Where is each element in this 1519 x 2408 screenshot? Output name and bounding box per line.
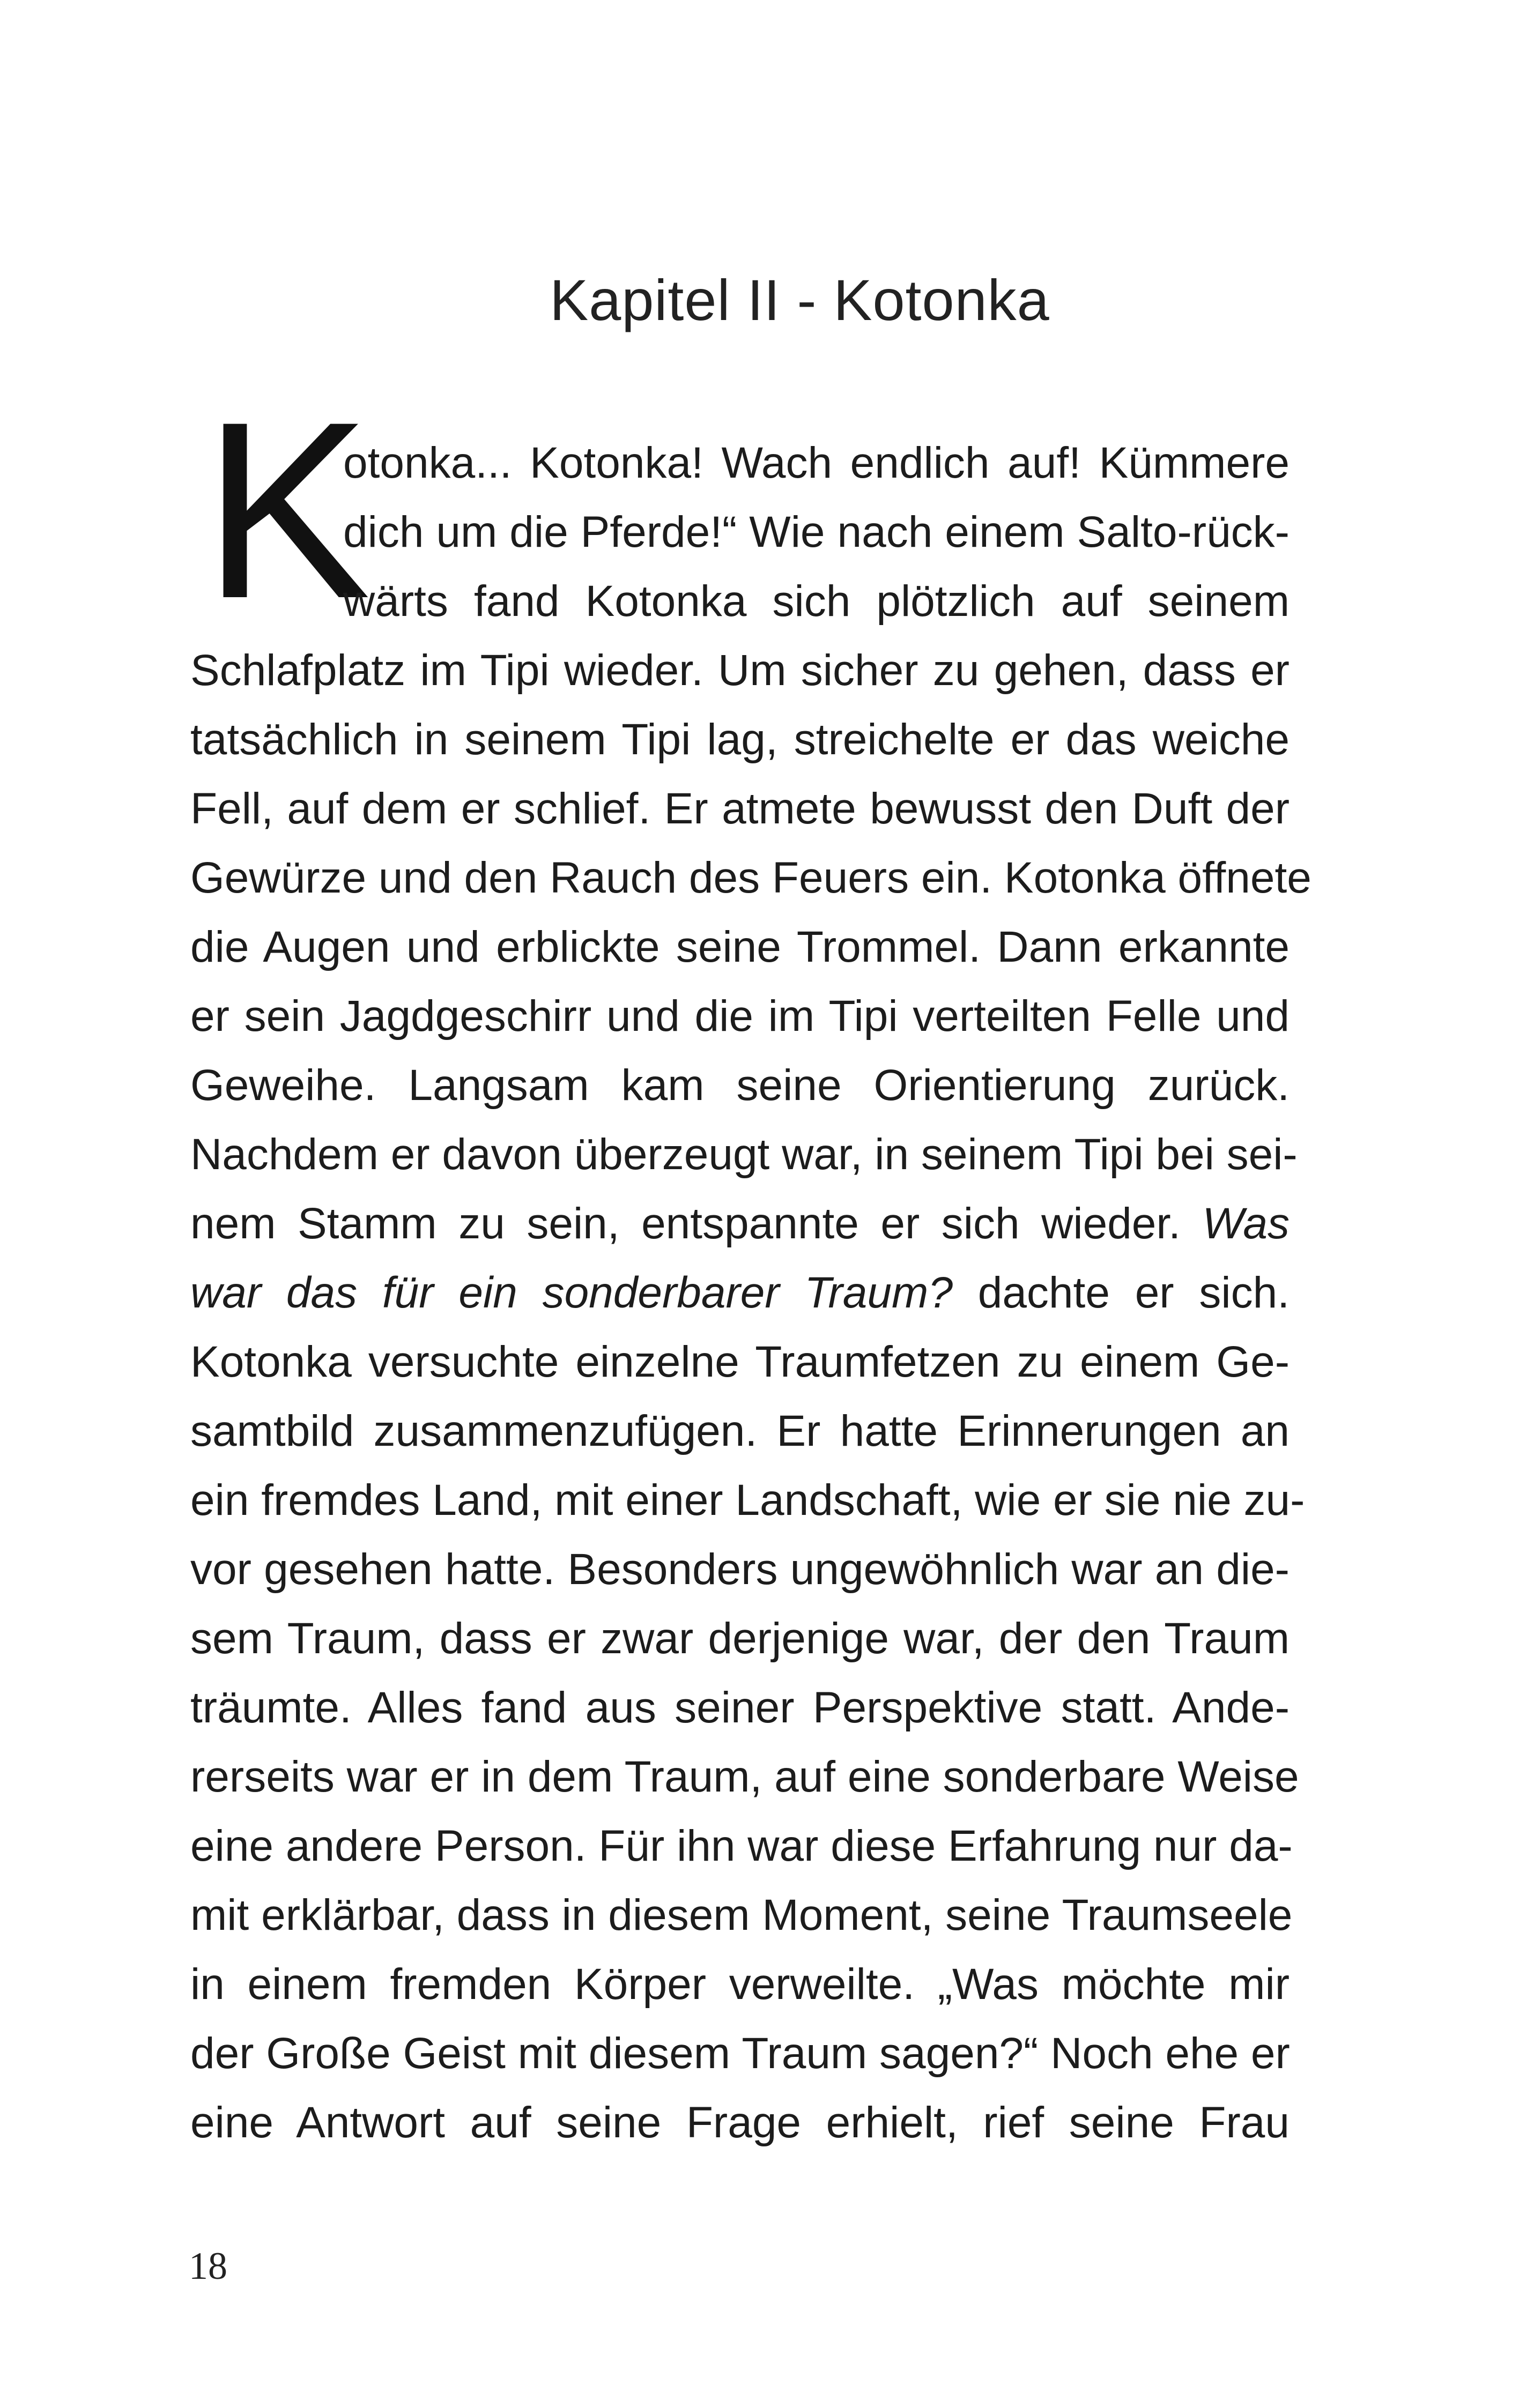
text-line: eine andere Person. Für ihn war diese Erfahrung nur da- (190, 1822, 1293, 1870)
drop-cap-letter: K (203, 369, 371, 651)
page-number: 18 (189, 2245, 227, 2287)
text-line: eine Antwort auf seine Frage erhielt, rief seine Frau (190, 2098, 1290, 2147)
text-line: der Große Geist mit diesem Traum sagen?“ Noch ehe er (190, 2029, 1290, 2078)
text-segment: nem Stamm zu sein, entspannte er sich wieder. (190, 1199, 1181, 1248)
text-line: träumte. Alles fand aus seiner Perspektive statt. Ande- (190, 1683, 1290, 1732)
text-line: Geweihe. Langsam kam seine Orientierung zurück. (190, 1061, 1290, 1110)
text-line (190, 1266, 1290, 1320)
text-line: Schlafplatz im Tipi wieder. Um sicher zu gehen, dass er (190, 646, 1290, 695)
text-line: in einem fremden Körper verweilte. „Was möchte mir (190, 1960, 1290, 2009)
text-line: Kotonka versuchte einzelne Traumfetzen zu einem Ge- (190, 1337, 1290, 1386)
text-line: ein fremdes Land, mit einer Landschaft, wie er sie nie zu- (190, 1476, 1305, 1525)
text-line: wärts fand Kotonka sich plötzlich auf seinem (343, 577, 1290, 626)
text-line: die Augen und erblickte seine Trommel. Dann erkannte (190, 923, 1290, 971)
text-line: Fell, auf dem er schlief. Er atmete bewusst den Duft der (190, 784, 1290, 833)
text-line: samtbild zusammenzufügen. Er hatte Erinnerungen an (190, 1407, 1290, 1455)
text-line: er sein Jagdgeschirr und die im Tipi verteilten Felle und (190, 992, 1290, 1041)
text-segment: dachte er sich. (977, 1268, 1290, 1317)
text-line: dich um die Pferde!“ Wie nach einem Salto-rück- (343, 508, 1290, 556)
text-line: vor gesehen hatte. Besonders ungewöhnlich war an die- (190, 1545, 1290, 1594)
text-line: Nachdem er davon überzeugt war, in seinem Tipi bei sei- (190, 1130, 1298, 1179)
italic-text: war das für ein sonderbarer Traum? (190, 1268, 953, 1317)
text-line (190, 1197, 1290, 1251)
text-line: rerseits war er in dem Traum, auf eine sonderbare Weise (190, 1752, 1299, 1801)
italic-text: Was (1202, 1199, 1290, 1248)
text-line: tatsächlich in seinem Tipi lag, streichelte er das weiche (190, 715, 1290, 764)
text-line: otonka... Kotonka! Wach endlich auf! Kümmere (343, 439, 1290, 487)
text-line: sem Traum, dass er zwar derjenige war, der den Traum (190, 1614, 1290, 1663)
text-line: Gewürze und den Rauch des Feuers ein. Kotonka öffnete (190, 853, 1311, 902)
text-line: mit erklärbar, dass in diesem Moment, seine Traumseele (190, 1891, 1293, 1939)
chapter-title: Kapitel II - Kotonka (550, 267, 1050, 332)
